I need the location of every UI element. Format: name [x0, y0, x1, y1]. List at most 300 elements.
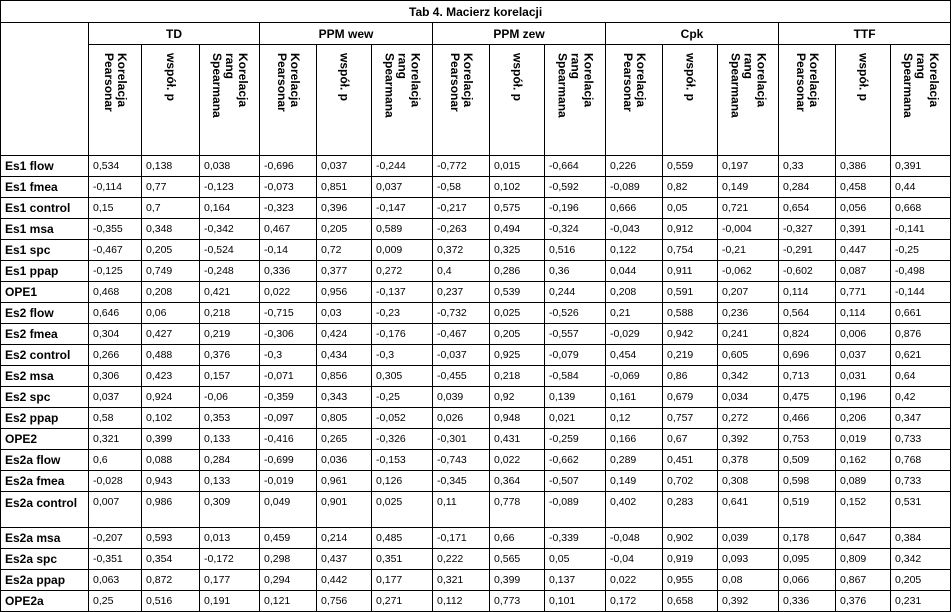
- value-cell: -0,743: [433, 450, 490, 471]
- sub-header-label: Korelacja Pearsonar: [621, 53, 648, 112]
- value-cell: -0,071: [260, 366, 317, 387]
- sub-header-label: współ. p: [510, 53, 525, 101]
- value-cell: 0,66: [490, 528, 545, 549]
- value-cell: 0,009: [372, 240, 433, 261]
- value-cell: 0,494: [490, 219, 545, 240]
- value-cell: 0,434: [317, 345, 372, 366]
- value-cell: 0,424: [317, 324, 372, 345]
- value-cell: -0,196: [545, 198, 606, 219]
- value-cell: 0,309: [200, 492, 260, 528]
- value-cell: -0,3: [260, 345, 317, 366]
- value-cell: 0,022: [490, 450, 545, 471]
- value-cell: 0,749: [142, 261, 200, 282]
- value-cell: 0,902: [663, 528, 718, 549]
- value-cell: 0,621: [891, 345, 951, 366]
- value-cell: -0,137: [372, 282, 433, 303]
- row-label: Es2a fmea: [1, 471, 89, 492]
- value-cell: -0,715: [260, 303, 317, 324]
- sub-header-label: współ. p: [164, 53, 178, 101]
- value-cell: 0,026: [433, 408, 490, 429]
- sub-header-label: Korelacja Pearsonar: [794, 53, 821, 112]
- value-cell: 0,721: [718, 198, 779, 219]
- value-cell: 0,986: [142, 492, 200, 528]
- value-cell: -0,153: [372, 450, 433, 471]
- value-cell: 0,226: [606, 156, 663, 177]
- value-cell: 0,377: [317, 261, 372, 282]
- value-cell: 0,955: [663, 570, 718, 591]
- value-cell: 0,605: [718, 345, 779, 366]
- value-cell: 0,025: [490, 303, 545, 324]
- corner-cell: [1, 23, 89, 156]
- value-cell: 0,149: [606, 471, 663, 492]
- row-label: Es2a ppap: [1, 570, 89, 591]
- value-cell: 0,36: [545, 261, 606, 282]
- value-cell: 0,589: [372, 219, 433, 240]
- value-cell: 0,458: [836, 177, 891, 198]
- value-cell: -0,097: [260, 408, 317, 429]
- value-cell: 0,591: [663, 282, 718, 303]
- value-cell: -0,244: [372, 156, 433, 177]
- value-cell: 0,58: [89, 408, 142, 429]
- row-label: Es2 msa: [1, 366, 89, 387]
- value-cell: -0,21: [718, 240, 779, 261]
- sub-header: [836, 45, 891, 156]
- value-cell: 0,733: [891, 429, 951, 450]
- row-label: Es1 control: [1, 198, 89, 219]
- sub-header-row: [1, 45, 951, 156]
- value-cell: 0,095: [779, 549, 836, 570]
- value-cell: 0,67: [663, 429, 718, 450]
- value-cell: 0,019: [836, 429, 891, 450]
- value-cell: 0,114: [779, 282, 836, 303]
- value-cell: 0,208: [606, 282, 663, 303]
- row-label: Es1 fmea: [1, 177, 89, 198]
- sub-header: [779, 45, 836, 156]
- value-cell: 0,856: [317, 366, 372, 387]
- value-cell: 0,872: [142, 570, 200, 591]
- table-row: [1, 177, 951, 198]
- value-cell: 0,056: [836, 198, 891, 219]
- value-cell: -0,176: [372, 324, 433, 345]
- value-cell: 0,25: [89, 591, 142, 612]
- row-label: Es1 ppap: [1, 261, 89, 282]
- value-cell: -0,23: [372, 303, 433, 324]
- sub-header-label: współ. p: [856, 53, 871, 101]
- value-cell: -0,301: [433, 429, 490, 450]
- value-cell: -0,359: [260, 387, 317, 408]
- table-row: [1, 366, 951, 387]
- value-cell: 0,272: [372, 261, 433, 282]
- value-cell: 0,206: [836, 408, 891, 429]
- value-cell: -0,355: [89, 219, 142, 240]
- value-cell: 0,21: [606, 303, 663, 324]
- value-cell: 0,244: [545, 282, 606, 303]
- value-cell: 0,378: [718, 450, 779, 471]
- value-cell: -0,089: [606, 177, 663, 198]
- sub-header: [372, 45, 433, 156]
- value-cell: 0,399: [490, 570, 545, 591]
- value-cell: -0,037: [433, 345, 490, 366]
- row-label: Es2 fmea: [1, 324, 89, 345]
- value-cell: 0,467: [260, 219, 317, 240]
- value-cell: 0,044: [606, 261, 663, 282]
- value-cell: 0,272: [718, 408, 779, 429]
- value-cell: 0,038: [200, 156, 260, 177]
- row-label: Es2 flow: [1, 303, 89, 324]
- value-cell: 0,641: [718, 492, 779, 528]
- group-header: Cpk: [606, 23, 779, 45]
- value-cell: -0,147: [372, 198, 433, 219]
- value-cell: -0,524: [200, 240, 260, 261]
- value-cell: 0,466: [779, 408, 836, 429]
- value-cell: 0,485: [372, 528, 433, 549]
- value-cell: 0,152: [836, 492, 891, 528]
- sub-header-label: Korelacja Pearsonar: [102, 53, 129, 112]
- value-cell: 0,022: [260, 282, 317, 303]
- value-cell: 0,177: [372, 570, 433, 591]
- sub-header: [891, 45, 951, 156]
- value-cell: 0,149: [718, 177, 779, 198]
- value-cell: 0,519: [779, 492, 836, 528]
- value-cell: 0,207: [718, 282, 779, 303]
- value-cell: 0,654: [779, 198, 836, 219]
- value-cell: 0,851: [317, 177, 372, 198]
- value-cell: 0,7: [142, 198, 200, 219]
- value-cell: 0,196: [836, 387, 891, 408]
- value-cell: 0,376: [836, 591, 891, 612]
- value-cell: -0,339: [545, 528, 606, 549]
- value-cell: -0,696: [260, 156, 317, 177]
- value-cell: -0,584: [545, 366, 606, 387]
- table-row: [1, 240, 951, 261]
- table-row: [1, 198, 951, 219]
- value-cell: 0,037: [372, 177, 433, 198]
- value-cell: 0,384: [891, 528, 951, 549]
- value-cell: 0,205: [891, 570, 951, 591]
- value-cell: 0,236: [718, 303, 779, 324]
- row-label: Es2a msa: [1, 528, 89, 549]
- table-row: [1, 387, 951, 408]
- table-row: [1, 429, 951, 450]
- sub-header: [606, 45, 663, 156]
- value-cell: 0,089: [836, 471, 891, 492]
- value-cell: -0,259: [545, 429, 606, 450]
- value-cell: 0,961: [317, 471, 372, 492]
- value-cell: 0,702: [663, 471, 718, 492]
- value-cell: 0,214: [317, 528, 372, 549]
- value-cell: 0,942: [663, 324, 718, 345]
- table-row: [1, 471, 951, 492]
- value-cell: 0,05: [545, 549, 606, 570]
- value-cell: 0,137: [545, 570, 606, 591]
- value-cell: 0,386: [836, 156, 891, 177]
- value-cell: -0,263: [433, 219, 490, 240]
- value-cell: 0,559: [663, 156, 718, 177]
- value-cell: 0,126: [372, 471, 433, 492]
- sub-header: [663, 45, 718, 156]
- value-cell: 0,021: [545, 408, 606, 429]
- value-cell: 0,647: [836, 528, 891, 549]
- value-cell: 0,039: [433, 387, 490, 408]
- value-cell: 0,809: [836, 549, 891, 570]
- value-cell: 0,294: [260, 570, 317, 591]
- table-row: [1, 261, 951, 282]
- value-cell: 0,093: [718, 549, 779, 570]
- value-cell: 0,231: [891, 591, 951, 612]
- value-cell: -0,455: [433, 366, 490, 387]
- value-cell: -0,58: [433, 177, 490, 198]
- row-label: Es1 spc: [1, 240, 89, 261]
- value-cell: 0,039: [718, 528, 779, 549]
- value-cell: 0,06: [142, 303, 200, 324]
- value-cell: 0,431: [490, 429, 545, 450]
- value-cell: 0,308: [718, 471, 779, 492]
- value-cell: -0,25: [372, 387, 433, 408]
- value-cell: 0,015: [490, 156, 545, 177]
- value-cell: -0,732: [433, 303, 490, 324]
- table-row: [1, 156, 951, 177]
- value-cell: 0,342: [891, 549, 951, 570]
- value-cell: 0,402: [606, 492, 663, 528]
- value-cell: 0,087: [836, 261, 891, 282]
- value-cell: 0,442: [317, 570, 372, 591]
- value-cell: 0,336: [779, 591, 836, 612]
- value-cell: 0,753: [779, 429, 836, 450]
- table-row: [1, 345, 951, 366]
- value-cell: 0,139: [545, 387, 606, 408]
- value-cell: 0,286: [490, 261, 545, 282]
- value-cell: 0,306: [89, 366, 142, 387]
- sub-header: [89, 45, 142, 156]
- value-cell: 0,11: [433, 492, 490, 528]
- value-cell: 0,205: [317, 219, 372, 240]
- value-cell: 0,531: [891, 492, 951, 528]
- row-label: Es2a spc: [1, 549, 89, 570]
- value-cell: 0,33: [779, 156, 836, 177]
- value-cell: 0,575: [490, 198, 545, 219]
- value-cell: 0,399: [142, 429, 200, 450]
- table-title: Tab 4. Macierz korelacji: [1, 1, 951, 23]
- table-row: [1, 408, 951, 429]
- sub-header: [545, 45, 606, 156]
- value-cell: 0,768: [891, 450, 951, 471]
- value-cell: 0,218: [490, 366, 545, 387]
- row-label: Es1 flow: [1, 156, 89, 177]
- value-cell: 0,351: [372, 549, 433, 570]
- value-cell: 0,336: [260, 261, 317, 282]
- value-cell: 0,102: [142, 408, 200, 429]
- value-cell: 0,164: [200, 198, 260, 219]
- value-cell: 0,114: [836, 303, 891, 324]
- row-label: OPE2: [1, 429, 89, 450]
- sub-header-label: Korelacja rang Spearmana: [901, 53, 942, 118]
- value-cell: 0,353: [200, 408, 260, 429]
- value-cell: 0,178: [779, 528, 836, 549]
- value-cell: 0,488: [142, 345, 200, 366]
- value-cell: 0,696: [779, 345, 836, 366]
- sub-header: [260, 45, 317, 156]
- table-row: [1, 549, 951, 570]
- value-cell: -0,207: [89, 528, 142, 549]
- value-cell: -0,345: [433, 471, 490, 492]
- value-cell: 0,241: [718, 324, 779, 345]
- value-cell: -0,069: [606, 366, 663, 387]
- value-cell: 0,342: [718, 366, 779, 387]
- value-cell: 0,304: [89, 324, 142, 345]
- value-cell: 0,321: [89, 429, 142, 450]
- sub-header-label: Korelacja rang Spearmana: [382, 53, 423, 118]
- value-cell: 0,325: [490, 240, 545, 261]
- value-cell: -0,351: [89, 549, 142, 570]
- value-cell: 0,948: [490, 408, 545, 429]
- value-cell: 0,112: [433, 591, 490, 612]
- value-cell: -0,004: [718, 219, 779, 240]
- value-cell: 0,451: [663, 450, 718, 471]
- value-cell: 0,376: [200, 345, 260, 366]
- value-cell: 0,423: [142, 366, 200, 387]
- sub-header-label: Korelacja Pearsonar: [448, 53, 475, 112]
- value-cell: 0,138: [142, 156, 200, 177]
- value-cell: 0,396: [317, 198, 372, 219]
- value-cell: 0,805: [317, 408, 372, 429]
- value-cell: 0,15: [89, 198, 142, 219]
- value-cell: -0,14: [260, 240, 317, 261]
- value-cell: 0,172: [606, 591, 663, 612]
- value-cell: -0,592: [545, 177, 606, 198]
- value-cell: -0,06: [200, 387, 260, 408]
- value-cell: -0,04: [606, 549, 663, 570]
- value-cell: 0,372: [433, 240, 490, 261]
- value-cell: 0,133: [200, 429, 260, 450]
- value-cell: -0,662: [545, 450, 606, 471]
- value-cell: 0,013: [200, 528, 260, 549]
- value-cell: 0,348: [142, 219, 200, 240]
- row-label: Es2 ppap: [1, 408, 89, 429]
- table-row: [1, 450, 951, 471]
- value-cell: 0,679: [663, 387, 718, 408]
- group-header: TD: [89, 23, 260, 45]
- value-cell: 0,283: [663, 492, 718, 528]
- value-cell: 0,161: [606, 387, 663, 408]
- value-cell: 0,509: [779, 450, 836, 471]
- value-cell: 0,588: [663, 303, 718, 324]
- value-cell: -0,324: [545, 219, 606, 240]
- table-row: [1, 570, 951, 591]
- value-cell: 0,901: [317, 492, 372, 528]
- value-cell: 0,912: [663, 219, 718, 240]
- value-cell: -0,557: [545, 324, 606, 345]
- value-cell: 0,197: [718, 156, 779, 177]
- value-cell: 0,943: [142, 471, 200, 492]
- value-cell: 0,661: [891, 303, 951, 324]
- value-cell: 0,222: [433, 549, 490, 570]
- value-cell: 0,598: [779, 471, 836, 492]
- value-cell: -0,467: [433, 324, 490, 345]
- sub-header: [718, 45, 779, 156]
- value-cell: 0,77: [142, 177, 200, 198]
- sub-header: [142, 45, 200, 156]
- value-cell: 0,122: [606, 240, 663, 261]
- value-cell: 0,468: [89, 282, 142, 303]
- value-cell: -0,171: [433, 528, 490, 549]
- value-cell: 0,459: [260, 528, 317, 549]
- value-cell: 0,733: [891, 471, 951, 492]
- value-cell: 0,392: [718, 591, 779, 612]
- value-cell: 0,208: [142, 282, 200, 303]
- value-cell: 0,754: [663, 240, 718, 261]
- value-cell: 0,191: [200, 591, 260, 612]
- value-cell: -0,141: [891, 219, 951, 240]
- table-row: [1, 591, 951, 612]
- sub-header: [433, 45, 490, 156]
- value-cell: 0,354: [142, 549, 200, 570]
- value-cell: -0,217: [433, 198, 490, 219]
- value-cell: 0,668: [891, 198, 951, 219]
- value-cell: 0,063: [89, 570, 142, 591]
- row-label: Es2a flow: [1, 450, 89, 471]
- row-label: OPE1: [1, 282, 89, 303]
- group-header: PPM zew: [433, 23, 606, 45]
- table-row: [1, 219, 951, 240]
- value-cell: 0,924: [142, 387, 200, 408]
- value-cell: -0,125: [89, 261, 142, 282]
- sub-header-label: współ. p: [337, 53, 352, 101]
- value-cell: 0,911: [663, 261, 718, 282]
- value-cell: 0,475: [779, 387, 836, 408]
- value-cell: -0,326: [372, 429, 433, 450]
- value-cell: 0,219: [200, 324, 260, 345]
- value-cell: 0,391: [836, 219, 891, 240]
- table-row: [1, 324, 951, 345]
- value-cell: 0,824: [779, 324, 836, 345]
- sub-header: [200, 45, 260, 156]
- sub-header-label: Korelacja rang Spearmana: [555, 53, 596, 118]
- value-cell: -0,699: [260, 450, 317, 471]
- value-cell: 0,166: [606, 429, 663, 450]
- table-row: [1, 492, 951, 528]
- sub-header-label: współ. p: [683, 53, 698, 101]
- value-cell: -0,073: [260, 177, 317, 198]
- value-cell: 0,778: [490, 492, 545, 528]
- group-header-row: [1, 23, 951, 45]
- value-cell: 0,956: [317, 282, 372, 303]
- value-cell: -0,019: [260, 471, 317, 492]
- value-cell: 0,773: [490, 591, 545, 612]
- value-cell: -0,602: [779, 261, 836, 282]
- value-cell: 0,925: [490, 345, 545, 366]
- value-cell: 0,177: [200, 570, 260, 591]
- value-cell: 0,162: [836, 450, 891, 471]
- value-cell: 0,539: [490, 282, 545, 303]
- value-cell: -0,089: [545, 492, 606, 528]
- value-cell: 0,347: [891, 408, 951, 429]
- value-cell: 0,101: [545, 591, 606, 612]
- value-cell: -0,342: [200, 219, 260, 240]
- value-cell: 0,037: [317, 156, 372, 177]
- value-cell: 0,265: [317, 429, 372, 450]
- value-cell: 0,658: [663, 591, 718, 612]
- value-cell: 0,564: [779, 303, 836, 324]
- value-cell: -0,114: [89, 177, 142, 198]
- value-cell: -0,664: [545, 156, 606, 177]
- value-cell: -0,25: [891, 240, 951, 261]
- sub-header: [317, 45, 372, 156]
- value-cell: -0,291: [779, 240, 836, 261]
- group-header: PPM wew: [260, 23, 433, 45]
- group-header: TTF: [779, 23, 951, 45]
- value-cell: 0,034: [718, 387, 779, 408]
- value-cell: -0,3: [372, 345, 433, 366]
